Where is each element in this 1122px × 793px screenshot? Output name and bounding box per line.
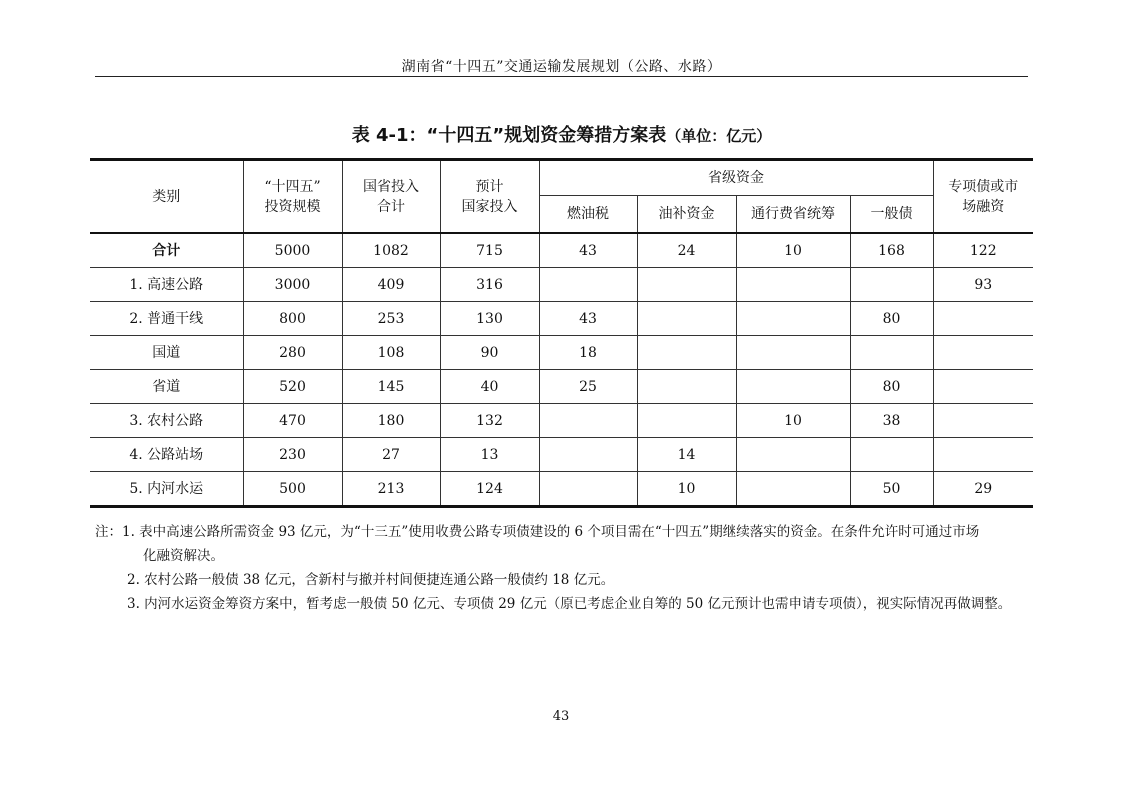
cell-total: 520 xyxy=(243,370,342,404)
cell-general-bond: 50 xyxy=(850,472,933,507)
cell-oil-subsidy: 24 xyxy=(637,233,736,268)
header-fuel-tax: 燃油税 xyxy=(539,196,637,234)
row-name: 4. 公路站场 xyxy=(90,438,243,472)
header-category: 类别 xyxy=(90,160,243,234)
cell-fuel-tax: 25 xyxy=(539,370,637,404)
table-notes xyxy=(95,520,1030,616)
cell-oil-subsidy xyxy=(637,302,736,336)
running-header: 湖南省“十四五”交通运输发展规划（公路、水路） xyxy=(401,59,722,75)
cell-national: 715 xyxy=(440,233,539,268)
cell-special-bond xyxy=(933,438,1033,472)
cell-state-province: 108 xyxy=(342,336,440,370)
cell-state-province: 1082 xyxy=(342,233,440,268)
header-toll-coordination: 通行费省统筹 xyxy=(736,196,850,234)
header-national-line2: 国家投入 xyxy=(461,198,518,215)
header-rule xyxy=(95,76,1028,77)
cell-state-province: 145 xyxy=(342,370,440,404)
table-title xyxy=(90,121,1033,147)
cell-national: 132 xyxy=(440,404,539,438)
header-general-bond: 一般债 xyxy=(850,196,933,234)
cell-national: 90 xyxy=(440,336,539,370)
cell-toll: 10 xyxy=(736,233,850,268)
cell-general-bond: 80 xyxy=(850,302,933,336)
header-state-province xyxy=(342,160,440,234)
cell-general-bond: 168 xyxy=(850,233,933,268)
cell-total: 500 xyxy=(243,472,342,507)
note-2: 2. 农村公路一般债 38 亿元，含新村与撤并村间便捷连通公路一般债约 18 亿元。 xyxy=(127,572,615,588)
header-total-investment-line1: “十四五” xyxy=(264,178,321,195)
cell-total: 800 xyxy=(243,302,342,336)
table-title-unit: （单位：亿元） xyxy=(666,127,772,145)
funding-table xyxy=(90,158,1033,508)
cell-toll xyxy=(736,336,850,370)
cell-general-bond: 80 xyxy=(850,370,933,404)
note-1: 注：1. 表中高速公路所需资金 93 亿元，为“十三五”使用收费公路专项债建设的 6 个项目需在“十四五”期继续落实的资金。在条件允许时可通过市场 xyxy=(95,524,980,540)
cell-special-bond xyxy=(933,370,1033,404)
cell-fuel-tax: 43 xyxy=(539,302,637,336)
table-row xyxy=(90,438,1033,472)
row-name: 1. 高速公路 xyxy=(90,268,243,302)
header-provincial-group: 省级资金 xyxy=(539,160,933,196)
row-name: 合计 xyxy=(90,233,243,268)
page-number: 43 xyxy=(552,709,570,724)
header-total-investment-line2: 投资规模 xyxy=(264,198,321,215)
cell-toll xyxy=(736,370,850,404)
cell-oil-subsidy: 14 xyxy=(637,438,736,472)
cell-toll: 10 xyxy=(736,404,850,438)
cell-general-bond xyxy=(850,438,933,472)
cell-total: 5000 xyxy=(243,233,342,268)
table-title-main: 表 4-1：“十四五”规划资金筹措方案表 xyxy=(351,125,667,146)
header-total-investment xyxy=(243,160,342,234)
row-name: 2. 普通干线 xyxy=(90,302,243,336)
table-row xyxy=(90,472,1033,507)
cell-fuel-tax xyxy=(539,268,637,302)
cell-fuel-tax xyxy=(539,438,637,472)
header-special-bond-line1: 专项债或市 xyxy=(948,178,1019,195)
cell-national: 124 xyxy=(440,472,539,507)
cell-toll xyxy=(736,472,850,507)
header-state-province-line1: 国省投入 xyxy=(363,178,419,195)
cell-general-bond: 38 xyxy=(850,404,933,438)
cell-special-bond xyxy=(933,404,1033,438)
header-state-province-line2: 合计 xyxy=(377,198,405,215)
cell-state-province: 27 xyxy=(342,438,440,472)
cell-total: 470 xyxy=(243,404,342,438)
row-name: 省道 xyxy=(90,370,243,404)
cell-oil-subsidy xyxy=(637,336,736,370)
header-special-bond-line2: 场融资 xyxy=(962,198,1005,215)
cell-national: 130 xyxy=(440,302,539,336)
cell-special-bond xyxy=(933,336,1033,370)
cell-fuel-tax: 43 xyxy=(539,233,637,268)
table-row xyxy=(90,336,1033,370)
cell-oil-subsidy: 10 xyxy=(637,472,736,507)
cell-special-bond: 29 xyxy=(933,472,1033,507)
note-3: 3. 内河水运资金筹资方案中，暂考虑一般债 50 亿元、专项债 29 亿元（原已考虑企业自筹的 50 亿元预计也需申请专项债），视实际情况再做调整。 xyxy=(127,596,1012,612)
table-row xyxy=(90,268,1033,302)
cell-state-province: 253 xyxy=(342,302,440,336)
row-name: 国道 xyxy=(90,336,243,370)
table-row xyxy=(90,370,1033,404)
cell-special-bond: 93 xyxy=(933,268,1033,302)
cell-toll xyxy=(736,302,850,336)
table-row xyxy=(90,302,1033,336)
cell-total: 3000 xyxy=(243,268,342,302)
cell-national: 40 xyxy=(440,370,539,404)
cell-toll xyxy=(736,268,850,302)
cell-national: 13 xyxy=(440,438,539,472)
header-oil-subsidy: 油补资金 xyxy=(637,196,736,234)
table-row xyxy=(90,233,1033,268)
cell-toll xyxy=(736,438,850,472)
row-name: 5. 内河水运 xyxy=(90,472,243,507)
header-special-bond xyxy=(933,160,1033,234)
header-national xyxy=(440,160,539,234)
cell-general-bond xyxy=(850,268,933,302)
cell-fuel-tax xyxy=(539,472,637,507)
cell-state-province: 409 xyxy=(342,268,440,302)
cell-total: 280 xyxy=(243,336,342,370)
cell-fuel-tax: 18 xyxy=(539,336,637,370)
cell-national: 316 xyxy=(440,268,539,302)
cell-oil-subsidy xyxy=(637,404,736,438)
table-row xyxy=(90,404,1033,438)
cell-state-province: 180 xyxy=(342,404,440,438)
note-1-continuation: 化融资解决。 xyxy=(143,548,224,564)
cell-special-bond: 122 xyxy=(933,233,1033,268)
cell-oil-subsidy xyxy=(637,268,736,302)
cell-total: 230 xyxy=(243,438,342,472)
cell-oil-subsidy xyxy=(637,370,736,404)
cell-special-bond xyxy=(933,302,1033,336)
cell-general-bond xyxy=(850,336,933,370)
cell-state-province: 213 xyxy=(342,472,440,507)
row-name: 3. 农村公路 xyxy=(90,404,243,438)
header-national-line1: 预计 xyxy=(475,178,504,195)
cell-fuel-tax xyxy=(539,404,637,438)
